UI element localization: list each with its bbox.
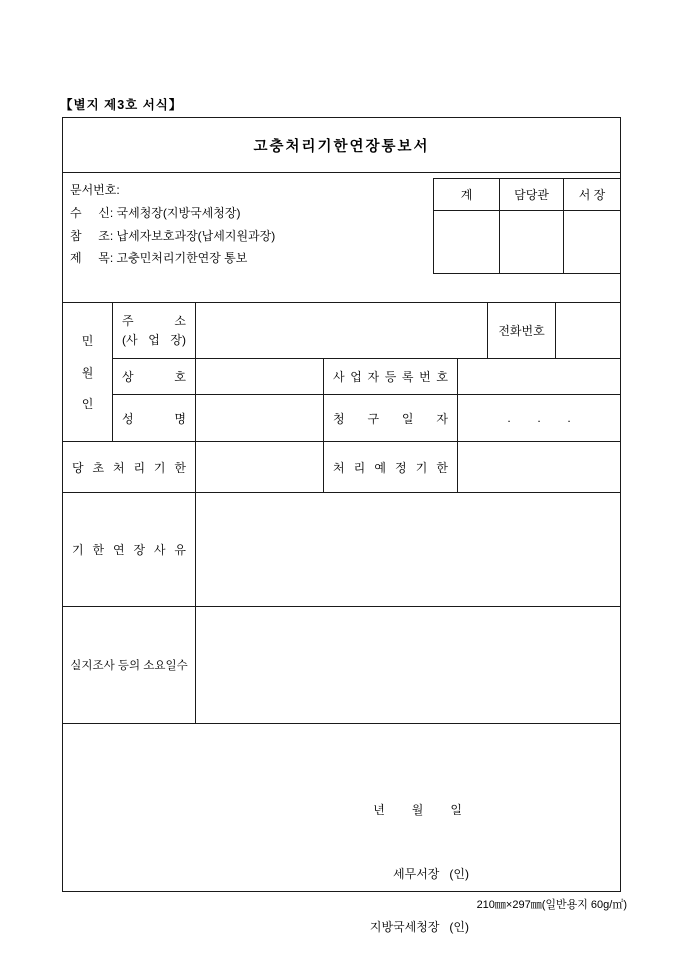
survey-days-value-cell bbox=[195, 606, 621, 724]
reference-line: 참 조: 납세자보호과장(납세지원과장) bbox=[70, 229, 276, 243]
name-value-cell bbox=[195, 394, 324, 442]
address-label-line2: (사 업 장) bbox=[122, 332, 186, 347]
address-label bbox=[112, 302, 196, 359]
request-date-label bbox=[323, 394, 458, 442]
approval-sign-cell-gye bbox=[433, 210, 500, 274]
doc-number-line: 문서번호: bbox=[70, 183, 120, 197]
business-reg-label bbox=[323, 358, 458, 395]
request-date-value: . . . bbox=[457, 394, 621, 442]
trade-name-label-text: 상 호 bbox=[122, 370, 186, 384]
survey-days-label: 실지조사 등의 소요일수 bbox=[62, 606, 196, 724]
phone-label: 전화번호 bbox=[487, 302, 556, 359]
expected-deadline-value-cell bbox=[457, 441, 621, 493]
paper-size-note: 210㎜×297㎜(일반용지 60g/㎡) bbox=[476, 899, 627, 911]
address-label-line1: 주 소 bbox=[122, 313, 186, 328]
signoff-tax-office-head: 세무서장 (인) bbox=[393, 867, 469, 881]
trade-name-label bbox=[112, 358, 196, 395]
form-tag: 【별지 제3호 서식】 bbox=[60, 98, 183, 112]
extension-reason-value-cell bbox=[195, 492, 621, 607]
approval-header-seojang: 서 장 bbox=[563, 178, 621, 211]
petitioner-char-won: 원 bbox=[81, 365, 94, 380]
form-title: 고충처리기한연장통보서 bbox=[253, 138, 430, 155]
approval-header-gye: 계 bbox=[433, 178, 500, 211]
expected-deadline-label-text: 처 리 예 정 기 한 bbox=[333, 460, 448, 475]
signoff-regional-nts-head: 지방국세청장 (인) bbox=[369, 920, 469, 934]
petitioner-char-min: 민 bbox=[81, 333, 94, 348]
request-date-label-text: 청 구 일 자 bbox=[333, 411, 448, 426]
business-reg-label-text: 사 업 자 등 록 번 호 bbox=[333, 370, 448, 384]
petitioner-group-label bbox=[62, 302, 113, 442]
expected-deadline-label bbox=[323, 441, 458, 493]
title-separator bbox=[62, 172, 621, 173]
recipient-line: 수 신: 국세청장(지방국세청장) bbox=[70, 206, 241, 220]
phone-value-cell bbox=[555, 302, 621, 359]
approval-header-damdanggwan: 담당관 bbox=[499, 178, 564, 211]
subject-line: 제 목: 고충민처리기한연장 통보 bbox=[70, 251, 248, 265]
original-deadline-value-cell bbox=[195, 441, 324, 493]
trade-name-value-cell bbox=[195, 358, 324, 395]
business-reg-value-cell bbox=[457, 358, 621, 395]
petitioner-char-in: 인 bbox=[81, 397, 94, 412]
extension-reason-label-text: 기 한 연 장 사 유 bbox=[72, 543, 186, 557]
signoff-date-line: 년 월 일 bbox=[373, 803, 463, 817]
approval-sign-cell-seojang bbox=[563, 210, 621, 274]
name-label bbox=[112, 394, 196, 442]
original-deadline-label bbox=[62, 441, 196, 493]
address-value-cell bbox=[195, 302, 488, 359]
approval-sign-cell-damdanggwan bbox=[499, 210, 564, 274]
original-deadline-label-text: 당 초 처 리 기 한 bbox=[72, 460, 186, 475]
name-label-text: 성 명 bbox=[122, 411, 186, 426]
extension-reason-label bbox=[62, 492, 196, 607]
